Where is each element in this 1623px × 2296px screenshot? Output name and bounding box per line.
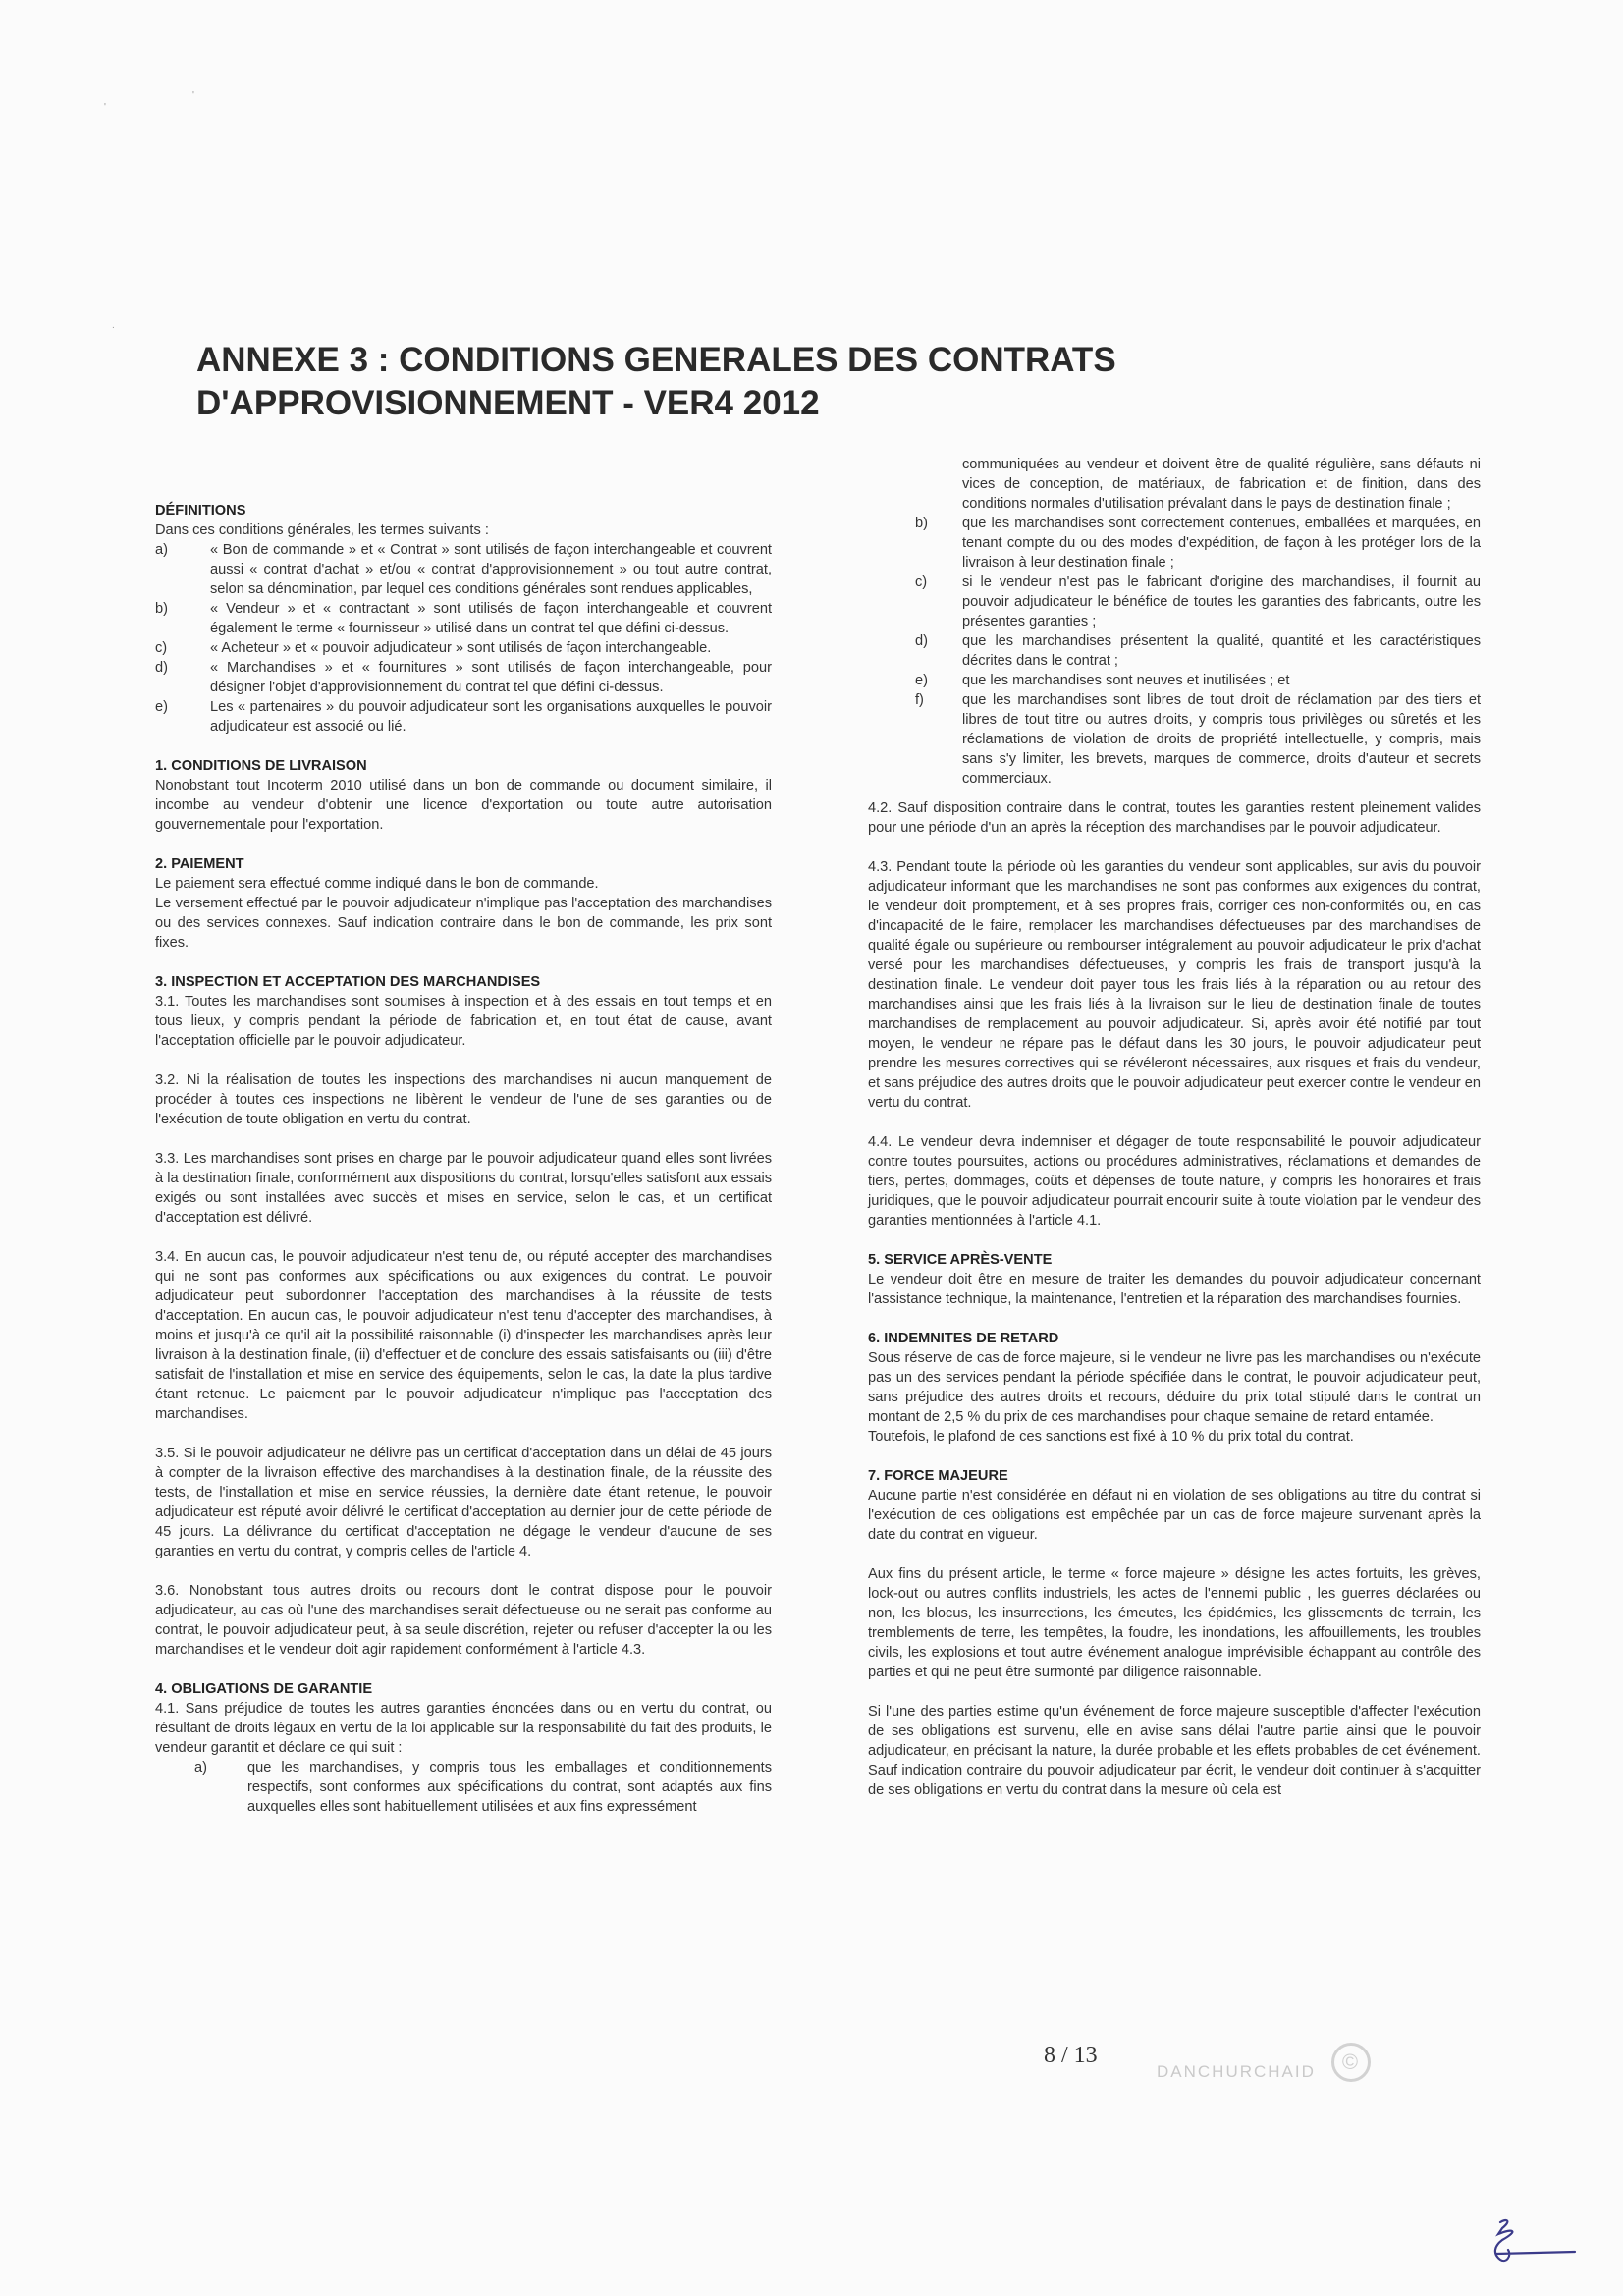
item-label: d) xyxy=(915,633,928,649)
paragraph: 3.6. Nonobstant tous autres droits ou recours dont le contrat dispose pour le pouvoir adjudicateur, au cas où l'une des marchandises serait défectueuse ou ne serait pas conforme au contrat, le pouvoir adjudicateur peut, à sa seule discrétion, rejeter ou refuser d'accepter la ou les marchandises et le vendeur doit agir rapidement conformément à l'article 4.3. xyxy=(155,1583,772,1658)
list-item xyxy=(915,631,1481,671)
item-text: « Marchandises » et « fournitures » sont utilisés de façon interchangeable, pour désigner l'objet d'approvisionnement du contrat tel que défini ci-dessus. xyxy=(210,660,772,695)
section-4 xyxy=(155,1679,772,1817)
paragraph: 4.4. Le vendeur devra indemniser et dégager de toute responsabilité le pouvoir adjudicateur contre toutes poursuites, actions ou procédures administratives, réclamations et demandes de tiers, pertes, dommages, coûts et dépenses de toute nature, y compris les honoraires et frais juridiques, que le pouvoir adjudicateur pourrait encourir suite à toute violation par le vendeur des garanties mentionnées à l'article 4.1. xyxy=(868,1134,1481,1229)
paragraph: Aux fins du présent article, le terme « force majeure » désigne les actes fortuits, les grèves, lock-out ou autres conflits industriels, les actes de l'ennemi public , les guerres déclarées ou non, les blocus, les insurrections, les émeutes, les épidémies, les glissements de terrain, les tremblements de terre, les tempêtes, la foudre, les inondations, les affouillements, les troubles civils, les explosions et tout autre événement analogue imprévisible échappant au contrôle des parties et qui ne peut être surmonté par diligence raisonnable. xyxy=(868,1566,1481,1680)
definitions-section xyxy=(155,501,772,737)
definitions-heading: DÉFINITIONS xyxy=(155,503,246,519)
item-label: c) xyxy=(155,640,168,656)
page-number: 8 / 13 xyxy=(1044,2043,1098,2068)
section-2 xyxy=(155,854,772,953)
section-5 xyxy=(868,1250,1481,1309)
scan-mark: ' xyxy=(104,102,106,113)
paragraph: 3.2. Ni la réalisation de toutes les inspections des marchandises ni aucun manquement de procéder à toutes ces inspections ne libèrent le vendeur de l'une de ses garanties ou de l'exécution de toute obligation en vertu du contrat. xyxy=(155,1072,772,1127)
paragraph-block xyxy=(155,1581,772,1660)
paragraph: 4.1. Sans préjudice de toutes les autres garanties énoncées dans ou en vertu du contrat, ou résultant de droits légaux en vertu de la loi applicable sur la responsabilité du fait des produits, le vendeur garantit et déclare ce qui suit : xyxy=(155,1701,772,1756)
item-text: Les « partenaires » du pouvoir adjudicateur sont les organisations auxquelles le pouvoir adjudicateur est associé ou lié. xyxy=(210,699,772,735)
stamp-text: DANCHURCHAID xyxy=(1157,2062,1316,2081)
paragraph-block xyxy=(155,1444,772,1561)
definitions-intro: Dans ces conditions générales, les termes suivants : xyxy=(155,522,489,538)
paragraph: Si l'une des parties estime qu'un événement de force majeure susceptible d'affecter l'exécution de ses obligations est survenu, elle en avise sans délai l'autre partie ainsi que le pouvoir adjudicateur, en précisant la nature, la durée probable et les effets probables de cet événement. Sauf indication contraire du pouvoir adjudicateur par écrit, le vendeur doit continuer à s'acquitter de ses obligations en vertu du contrat dans la mesure où cela est xyxy=(868,1704,1481,1798)
section-6 xyxy=(868,1329,1481,1447)
item-label: f) xyxy=(915,692,924,708)
item-text: que les marchandises présentent la qualité, quantité et les caractéristiques décrites dans le contrat ; xyxy=(962,633,1481,669)
paragraph: Le versement effectué par le pouvoir adjudicateur n'implique pas l'acceptation des marchandises ou des services connexes. Sauf indication contraire dans le bon de commande, les prix sont fixes. xyxy=(155,896,772,951)
paragraph: Aucune partie n'est considérée en défaut ni en violation de ses obligations au titre du contrat si l'exécution de ces obligations est empêchée par un cas de force majeure survenant après la date du contrat en vigueur. xyxy=(868,1488,1481,1543)
item-label: d) xyxy=(155,660,168,676)
title-line-2: D'APPROVISIONNEMENT - VER4 2012 xyxy=(196,384,820,422)
signature xyxy=(1473,2214,1581,2273)
paragraph: 4.2. Sauf disposition contraire dans le contrat, toutes les garanties restent pleinement valides pour une période d'un an après la réception des marchandises par le pouvoir adjudicateur. xyxy=(868,800,1481,836)
section-6-heading: 6. INDEMNITES DE RETARD xyxy=(868,1331,1059,1346)
item-label: b) xyxy=(915,516,928,531)
list-item xyxy=(155,658,772,697)
document-title xyxy=(196,339,1473,425)
list-item xyxy=(915,690,1481,789)
item-text: si le vendeur n'est pas le fabricant d'origine des marchandises, il fournit au pouvoir adjudicateur le bénéfice de toutes les garanties des fabricants, outre les présentes garanties ; xyxy=(962,574,1481,629)
paragraph-block xyxy=(868,1702,1481,1800)
section-3-heading: 3. INSPECTION ET ACCEPTATION DES MARCHANDISES xyxy=(155,974,541,990)
warranty-list-continued xyxy=(868,514,1481,789)
scan-mark: ' xyxy=(192,90,194,101)
paragraph-block xyxy=(155,1070,772,1129)
item-label: a) xyxy=(194,1760,207,1776)
paragraph: 3.5. Si le pouvoir adjudicateur ne délivre pas un certificat d'acceptation dans un délai de 45 jours à compter de la livraison effective des marchandises à la destination finale, de la réussite des tests, de l'installation et mise en service réussies, la dernière date étant retenue, le pouvoir adjudicateur est réputé avoir délivré le certificat d'acceptation au dernier jour de cette période de 45 jours. La délivrance du certificat d'acceptation ne dégage le vendeur d'aucune de ses garanties en vertu du contrat, y compris celles de l'article 4. xyxy=(155,1446,772,1559)
section-3 xyxy=(155,972,772,1051)
item-text: que les marchandises sont neuves et inutilisées ; et xyxy=(962,673,1290,688)
list-item xyxy=(155,697,772,737)
item-label: b) xyxy=(155,601,168,617)
paragraph-block xyxy=(155,1247,772,1424)
paragraph: 3.1. Toutes les marchandises sont soumises à inspection et à des essais en tout temps et en tous lieux, y compris pendant la période de fabrication et, en tout état de cause, avant l'acceptation officielle par le pouvoir adjudicateur. xyxy=(155,994,772,1049)
paragraph: Sous réserve de cas de force majeure, si le vendeur ne livre pas les marchandises ou n'exécute pas un des services pendant la période spécifiée dans le contrat, le pouvoir adjudicateur peut, sans préjudice des autres droits et recours, déduire du prix total stipulé dans le contrat un montant de 2,5 % du prix de ces marchandises pour chaque semaine de retard entamée. xyxy=(868,1350,1481,1425)
paragraph: Le vendeur doit être en mesure de traiter les demandes du pouvoir adjudicateur concernant l'assistance technique, la maintenance, l'entretien et la réparation des marchandises fournies. xyxy=(868,1272,1481,1307)
section-1 xyxy=(155,756,772,835)
paragraph: Toutefois, le plafond de ces sanctions est fixé à 10 % du prix total du contrat. xyxy=(868,1429,1354,1445)
title-line-1: ANNEXE 3 : CONDITIONS GENERALES DES CONTRATS xyxy=(196,341,1116,379)
item-label: e) xyxy=(915,673,928,688)
right-column xyxy=(868,455,1481,1800)
scan-mark: . xyxy=(112,320,115,331)
paragraph-block xyxy=(868,1132,1481,1230)
left-column xyxy=(155,501,772,1817)
warranty-list xyxy=(155,1758,772,1817)
item-text: « Vendeur » et « contractant » sont utilisés de façon interchangeable et couvrent également le terme « fournisseur » utilisé dans un contrat tel que défini ci-dessus. xyxy=(210,601,772,636)
paragraph-block xyxy=(868,1564,1481,1682)
section-1-heading: 1. CONDITIONS DE LIVRAISON xyxy=(155,758,367,774)
section-7 xyxy=(868,1466,1481,1545)
item-a-continuation: communiquées au vendeur et doivent être de qualité régulière, sans défauts ni vices de conception, de matériaux, de fabrication et de finition, dans des conditions normales d'utilisation prévalant dans le pays de destination finale ; xyxy=(962,457,1481,512)
watermark-stamp xyxy=(1157,2033,1382,2092)
list-item xyxy=(915,671,1481,690)
section-2-heading: 2. PAIEMENT xyxy=(155,856,244,872)
list-item xyxy=(915,514,1481,573)
copyright-icon: © xyxy=(1331,2043,1371,2082)
section-5-heading: 5. SERVICE APRÈS-VENTE xyxy=(868,1252,1053,1268)
section-7-heading: 7. FORCE MAJEURE xyxy=(868,1468,1008,1484)
list-item xyxy=(155,638,772,658)
item-text: que les marchandises, y compris tous les emballages et conditionnements respectifs, sont conformes aux spécifications du contrat, sont adaptés aux fins auxquelles elles sont habituellement utilisées et aux fins expressément xyxy=(247,1760,772,1815)
list-item xyxy=(155,599,772,638)
list-item xyxy=(155,540,772,599)
item-text: « Acheteur » et « pouvoir adjudicateur » sont utilisés de façon interchangeable. xyxy=(210,640,712,656)
list-item xyxy=(915,573,1481,631)
item-label: e) xyxy=(155,699,168,715)
list-item xyxy=(194,1758,772,1817)
paragraph: 4.3. Pendant toute la période où les garanties du vendeur sont applicables, sur avis du pouvoir adjudicateur informant que les marchandises ne sont pas conformes aux exigences du contrat, le vendeur doit promptement, et à ses propres frais, corriger ces non-conformités ou, en cas d'incapacité de le faire, remplacer les marchandises défectueuses par des marchandises de qualité égale ou supérieure ou rembourser intégralement au pouvoir adjudicateur le prix d'achat versé pour les marchandises défectueuses, y compris les frais de transport jusqu'à la destination finale. Le vendeur doit payer tous les frais liés à la réparation ou au retour des marchandises ainsi que les frais liés à la livraison sur le lieu de destination finale de toutes marchandises de remplacement au pouvoir adjudicateur. Si, après avoir été notifié par tout moyen, le vendeur ne répare pas le défaut dans les 30 jours, le pouvoir adjudicateur peut prendre les mesures correctives qui se révéleront nécessaires, aux risques et frais du vendeur, et sans préjudice des autres droits que le pouvoir adjudicateur peut exercer contre le vendeur en vertu du contrat. xyxy=(868,859,1481,1111)
item-label: c) xyxy=(915,574,928,590)
paragraph-block xyxy=(868,857,1481,1113)
section-4-continued xyxy=(868,455,1481,838)
section-4-heading: 4. OBLIGATIONS DE GARANTIE xyxy=(155,1681,373,1697)
paragraph-block xyxy=(155,1149,772,1228)
paragraph: 3.3. Les marchandises sont prises en charge par le pouvoir adjudicateur quand elles sont livrées à la destination finale, conformément aux dispositions du contrat, lorsqu'elles satisfont aux essais exigés ou sont installées avec succès et mises en service, selon le cas, et un certificat d'acceptation est délivré. xyxy=(155,1151,772,1226)
paragraph: 3.4. En aucun cas, le pouvoir adjudicateur n'est tenu de, ou réputé accepter des marchandises qui ne sont pas conformes aux spécifications ou aux exigences du contrat. Le pouvoir adjudicateur peut subordonner l'acceptation des marchandises à la réussite de tests d'acceptation. En aucun cas, le pouvoir adjudicateur n'est tenu d'accepter des marchandises, à moins et jusqu'à ce qu'il ait la possibilité raisonnable (i) d'inspecter les marchandises après leur livraison à la destination finale, (ii) d'effectuer et de conclure des essais satisfaisants ou (iii) d'être satisfait de l'installation et mise en service des équipements, selon le cas, la date la plus tardive étant retenue. Le paiement par le pouvoir adjudicateur n'implique pas l'acceptation des marchandises. xyxy=(155,1249,772,1422)
item-text: que les marchandises sont libres de tout droit de réclamation par des tiers et libres de tout titre ou autres droits, y compris tous privilèges ou sûretés et les réclamations de violation de droits de propriété intellectuelle, y compris, mais sans s'y limiter, les brevets, marques de commerce, droits d'auteur et secrets commerciaux. xyxy=(962,692,1481,787)
item-text: « Bon de commande » et « Contrat » sont utilisés de façon interchangeable et couvrent aussi « contrat d'achat » et/ou « contrat d'approvisionnement » ou tout autre contrat, selon sa dénomination, par lequel ces conditions générales sont rendues applicables, xyxy=(210,542,772,597)
item-text: que les marchandises sont correctement contenues, emballées et marquées, en tenant compte du ou des modes d'expédition, de façon à les protéger lors de la livraison à leur destination finale ; xyxy=(962,516,1481,571)
item-label: a) xyxy=(155,542,168,558)
definitions-list xyxy=(155,540,772,737)
paragraph: Le paiement sera effectué comme indiqué dans le bon de commande. xyxy=(155,876,599,892)
section-1-text: Nonobstant tout Incoterm 2010 utilisé dans un bon de commande ou document similaire, il incombe au vendeur d'obtenir une licence d'exportation ou toute autre autorisation gouvernementale pour l'exportation. xyxy=(155,778,772,833)
